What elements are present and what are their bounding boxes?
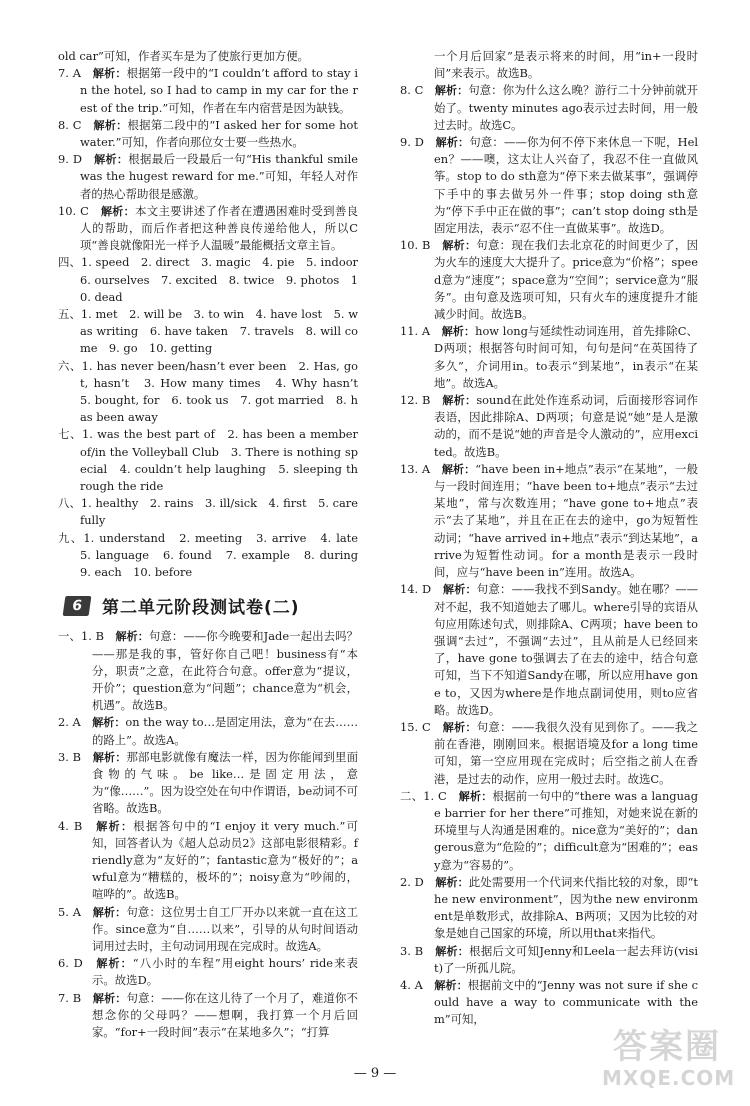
section-title: 第二单元阶段测试卷(二) <box>102 598 300 619</box>
analysis-label: 解析： <box>93 118 128 132</box>
answer-paragraph: 七、1. was the best part of 2. has been a member of/in the Volleyball Club 3. There is nothing special 4. couldn’t help laughing 5. sleeping through the ride <box>58 427 358 494</box>
analysis-label: 解析： <box>458 789 493 803</box>
watermark-text: 答案圈 <box>613 1027 721 1067</box>
analysis-label: 解析： <box>442 720 477 734</box>
answer-paragraph: 12. B 解析：sound在此处作连系动词，后面接形容词作表语，因此排除A、D两项；句意是说“她”是人是激动的，而不是说“她的声音是令人激动的”，应用excited。故选B。 <box>400 393 699 459</box>
analysis-label: 解析： <box>442 394 477 408</box>
answer-paragraph: 8. C 解析：根据第二段中的“I asked her for some hot water.”可知，作者向那位女士要一些热水。 <box>58 117 358 150</box>
analysis-label: 解析： <box>100 204 136 218</box>
answer-paragraph: 6. D 解析：“八小时的车程”用eight hours’ ride来表示。故选D。 <box>58 956 359 988</box>
answer-paragraph: 13. A 解析：“have been in+地点”表示“在某地”，一般与一段时间连用；“have been to+地点”表示“去过某地”，常与次数连用；“have gone to+地点”表示“去了某地”，并且在正在去的途中，go为短暂性动词；“have arrived in+地点”表示“到达某地”，arrive为短暂性动词。for a month是表示一段时间，应与“have been in”连用。故选A。 <box>400 461 698 580</box>
analysis-label: 解析： <box>96 819 134 833</box>
analysis-label: 解析： <box>92 905 127 919</box>
analysis-label: 解析： <box>96 957 133 971</box>
answer-paragraph: 15. C 解析：句意：——我很久没有见到你了。——我之前在香港，刚刚回来。根据语境及for a long time可知，第一空应用现在完成时；后空指之前人在香港，是过去的动作，应用一般过去时。故选C。 <box>400 719 698 786</box>
right-column <box>400 48 698 1029</box>
analysis-label: 解析： <box>92 991 127 1005</box>
analysis-label: 解析： <box>115 630 149 644</box>
analysis-label: 解析： <box>435 944 470 958</box>
answer-paragraph: 7. A 解析：根据第一段中的“I couldn’t afford to stay in the hotel, so I had to camp in my car for the rest of the trip.”可知，作者在车内宿营是因为缺钱。 <box>58 66 358 115</box>
analysis-label: 解析： <box>442 583 477 597</box>
answer-paragraph: 5. A 解析：句意：这位男士自工厂开办以来就一直在这工作。since意为“自……以来”，引导的从句时间语动词用过去时，主句动词用现在完成时。故选A。 <box>58 904 358 953</box>
answer-paragraph: 4. B 解析：根据答句中的“I enjoy it very much.”可知，回答者认为《超人总动员2》这部电影很精彩。friendly意为“友好的”；fantastic意为“极好的”；awful意为“糟糕的，极坏的”；noisy意为“吵闹的，喧哗的”。故选B。 <box>58 818 359 902</box>
answer-paragraph: 六、1. has never been/hasn’t ever been 2. Has, got, hasn’t 3. How many times 4. Why hasn’t 5. bought, for 6. took us 7. got married 8. has been away <box>58 358 370 425</box>
answer-paragraph: old car”可知，作者买车是为了使旅行更加方便。 <box>58 49 309 63</box>
answer-paragraph: 14. D 解析：句意：——我找不到Sandy。她在哪？——对不起，我不知道她去了哪儿。where引导的宾语从句应用陈述句式，则排除A、C两项；have been to强调“去过”，不强调“去过”，且从前是人已经回来了，have gone to强调去了在去的途中，结合句意可知，当下不知道Sandy在哪，所以应用have gone to，又因为where是作地点副词使用，则to应省略。故选D。 <box>400 582 698 717</box>
analysis-label: 解析： <box>435 136 470 150</box>
answer-paragraph: 11. A 解析：how long与延续性动词连用，首先排除C、D两项；根据答句时间可知，句句是问“在英国待了多久”，介词用in。to表示“到某地”，in表示“在某地”。故选A。 <box>400 324 698 390</box>
analysis-label: 解析： <box>441 325 476 339</box>
watermark-logo <box>602 1027 736 1098</box>
answer-paragraph: 3. B 解析：根据后文可知Jenny和Leela一起去拜访(visit)了一所孤儿院。 <box>400 943 699 975</box>
answer-paragraph: 一、1. B 解析：句意：——你今晚要和Jade一起出去吗？——那是我的事，管好你自己吧！business有“本分，职责”之意，在此符合句意。offer意为“提议，开价”；question意为“问题”；chance意为“机会，机遇”。故选B。 <box>58 629 359 713</box>
page-number: — 9 — <box>353 1066 397 1081</box>
analysis-label: 解析： <box>434 84 469 98</box>
answer-paragraph: 9. D 解析：根据最后一段最后一句“His thankful smile was the hugest reward for me.”可知，年轻人对作者的热心帮助很是感激。 <box>58 152 358 201</box>
watermark-url: MXQE.COM <box>602 1066 736 1090</box>
answer-paragraph: 2. A 解析：on the way to…是固定用法，意为“在去……的路上”。故选A。 <box>58 715 358 747</box>
analysis-label: 解析： <box>94 153 129 167</box>
analysis-label: 解析： <box>92 716 126 730</box>
answer-paragraph: 2. D 解析：此处需要用一个代词来代指比较的对象，即“the new environment”，因为the new environment是单数形式，故排除A、B两项；又因为比较的对象是她自己国家的环境，所以用that来指代。 <box>400 874 699 941</box>
answer-paragraph: 八、1. healthy 2. rains 3. ill/sick 4. first 5. carefully <box>58 496 358 528</box>
answer-paragraph: 一个月后回家”是表示将来的时间，用“in+一段时间”来表示。故选B。 <box>434 49 698 81</box>
answer-paragraph: 8. C 解析：句意：你为什么这么晚？游行二十分钟前就开始了。twenty minutes ago表示过去时间，用一般过去时。故选C。 <box>400 83 698 132</box>
answer-paragraph: 10. B 解析：句意：现在我们去北京花的时间更少了，因为火车的速度大大提升了。price意为“价格”；speed意为“速度”；space意为“空间”；service意为“服务”。由句意及选项可知，只有火车的速度提升才能减少时间。故选B。 <box>400 238 699 322</box>
analysis-label: 解析： <box>434 978 468 992</box>
answer-paragraph: 10. C 解析：本文主要讲述了作者在遭遇困难时受到善良人的帮助，而后作者把这种善良传递给他人，所以C项“善良就像阳光一样予人温暖”最能概括文章主旨。 <box>58 203 358 253</box>
answer-paragraph: 4. A 解析：根据前文中的“Jenny was not sure if she could have a way to communicate with them”可知， <box>400 977 699 1027</box>
left-column <box>58 48 370 1041</box>
answer-paragraph: 9. D 解析：句意：——你为何不停下来休息一下呢，Helen？——噢，这太让人兴奋了，我忍不住一直做风筝。stop to do sth意为“停下来去做某事”，强调停下手中的事去做另外一件事；stop doing sth意为“停下手中正在做的事”；can’t stop doing sth是固定用法，表示“忍不住一直做某事”。故选D。 <box>400 135 699 236</box>
answer-paragraph: 3. B 解析：那部电影就像有魔法一样，因为你能闻到里面食物的气味。be like…是固定用法，意为“像……”。因为设空处在句中作谓语，be动词不可省略。故选B。 <box>58 749 358 816</box>
answer-paragraph: 二、1. C 解析：根据前一句中的“there was a language barrier for her there”可推知，对她来说在新的环境里与人沟通是困难的。nice意为“美好的”；dangerous意为“危险的”；difficult意为“困难的”；easy意为“容易的”。 <box>400 788 698 872</box>
analysis-label: 解析： <box>441 462 476 476</box>
page-number-value: 9 <box>370 1066 380 1081</box>
analysis-label: 解析： <box>442 239 477 253</box>
analysis-label: 解析： <box>435 875 469 889</box>
section-heading <box>64 593 358 618</box>
section-number-badge: 6 <box>63 596 92 616</box>
analysis-label: 解析： <box>92 750 127 764</box>
answer-paragraph: 7. B 解析：句意：——你在这儿待了一个月了，难道你不想念你的父母吗？——想啊，我打算一个月后回家。“for+一段时间”表示“在某地多久”；“打算 <box>58 990 359 1039</box>
answer-paragraph: 四、1. speed 2. direct 3. magic 4. pie 5. indoor 6. ourselves 7. excited 8. twice 9. photos 10. dead <box>58 255 370 304</box>
answer-paragraph: 九、1. understand 2. meeting 3. arrive 4. late 5. language 6. found 7. example 8. during 9. each 10. before <box>58 530 370 580</box>
analysis-label: 解析： <box>92 67 127 81</box>
answer-paragraph: 五、1. met 2. will be 3. to win 4. have lost 5. was writing 6. have taken 7. travels 8. will come 9. go 10. getting <box>58 307 358 356</box>
